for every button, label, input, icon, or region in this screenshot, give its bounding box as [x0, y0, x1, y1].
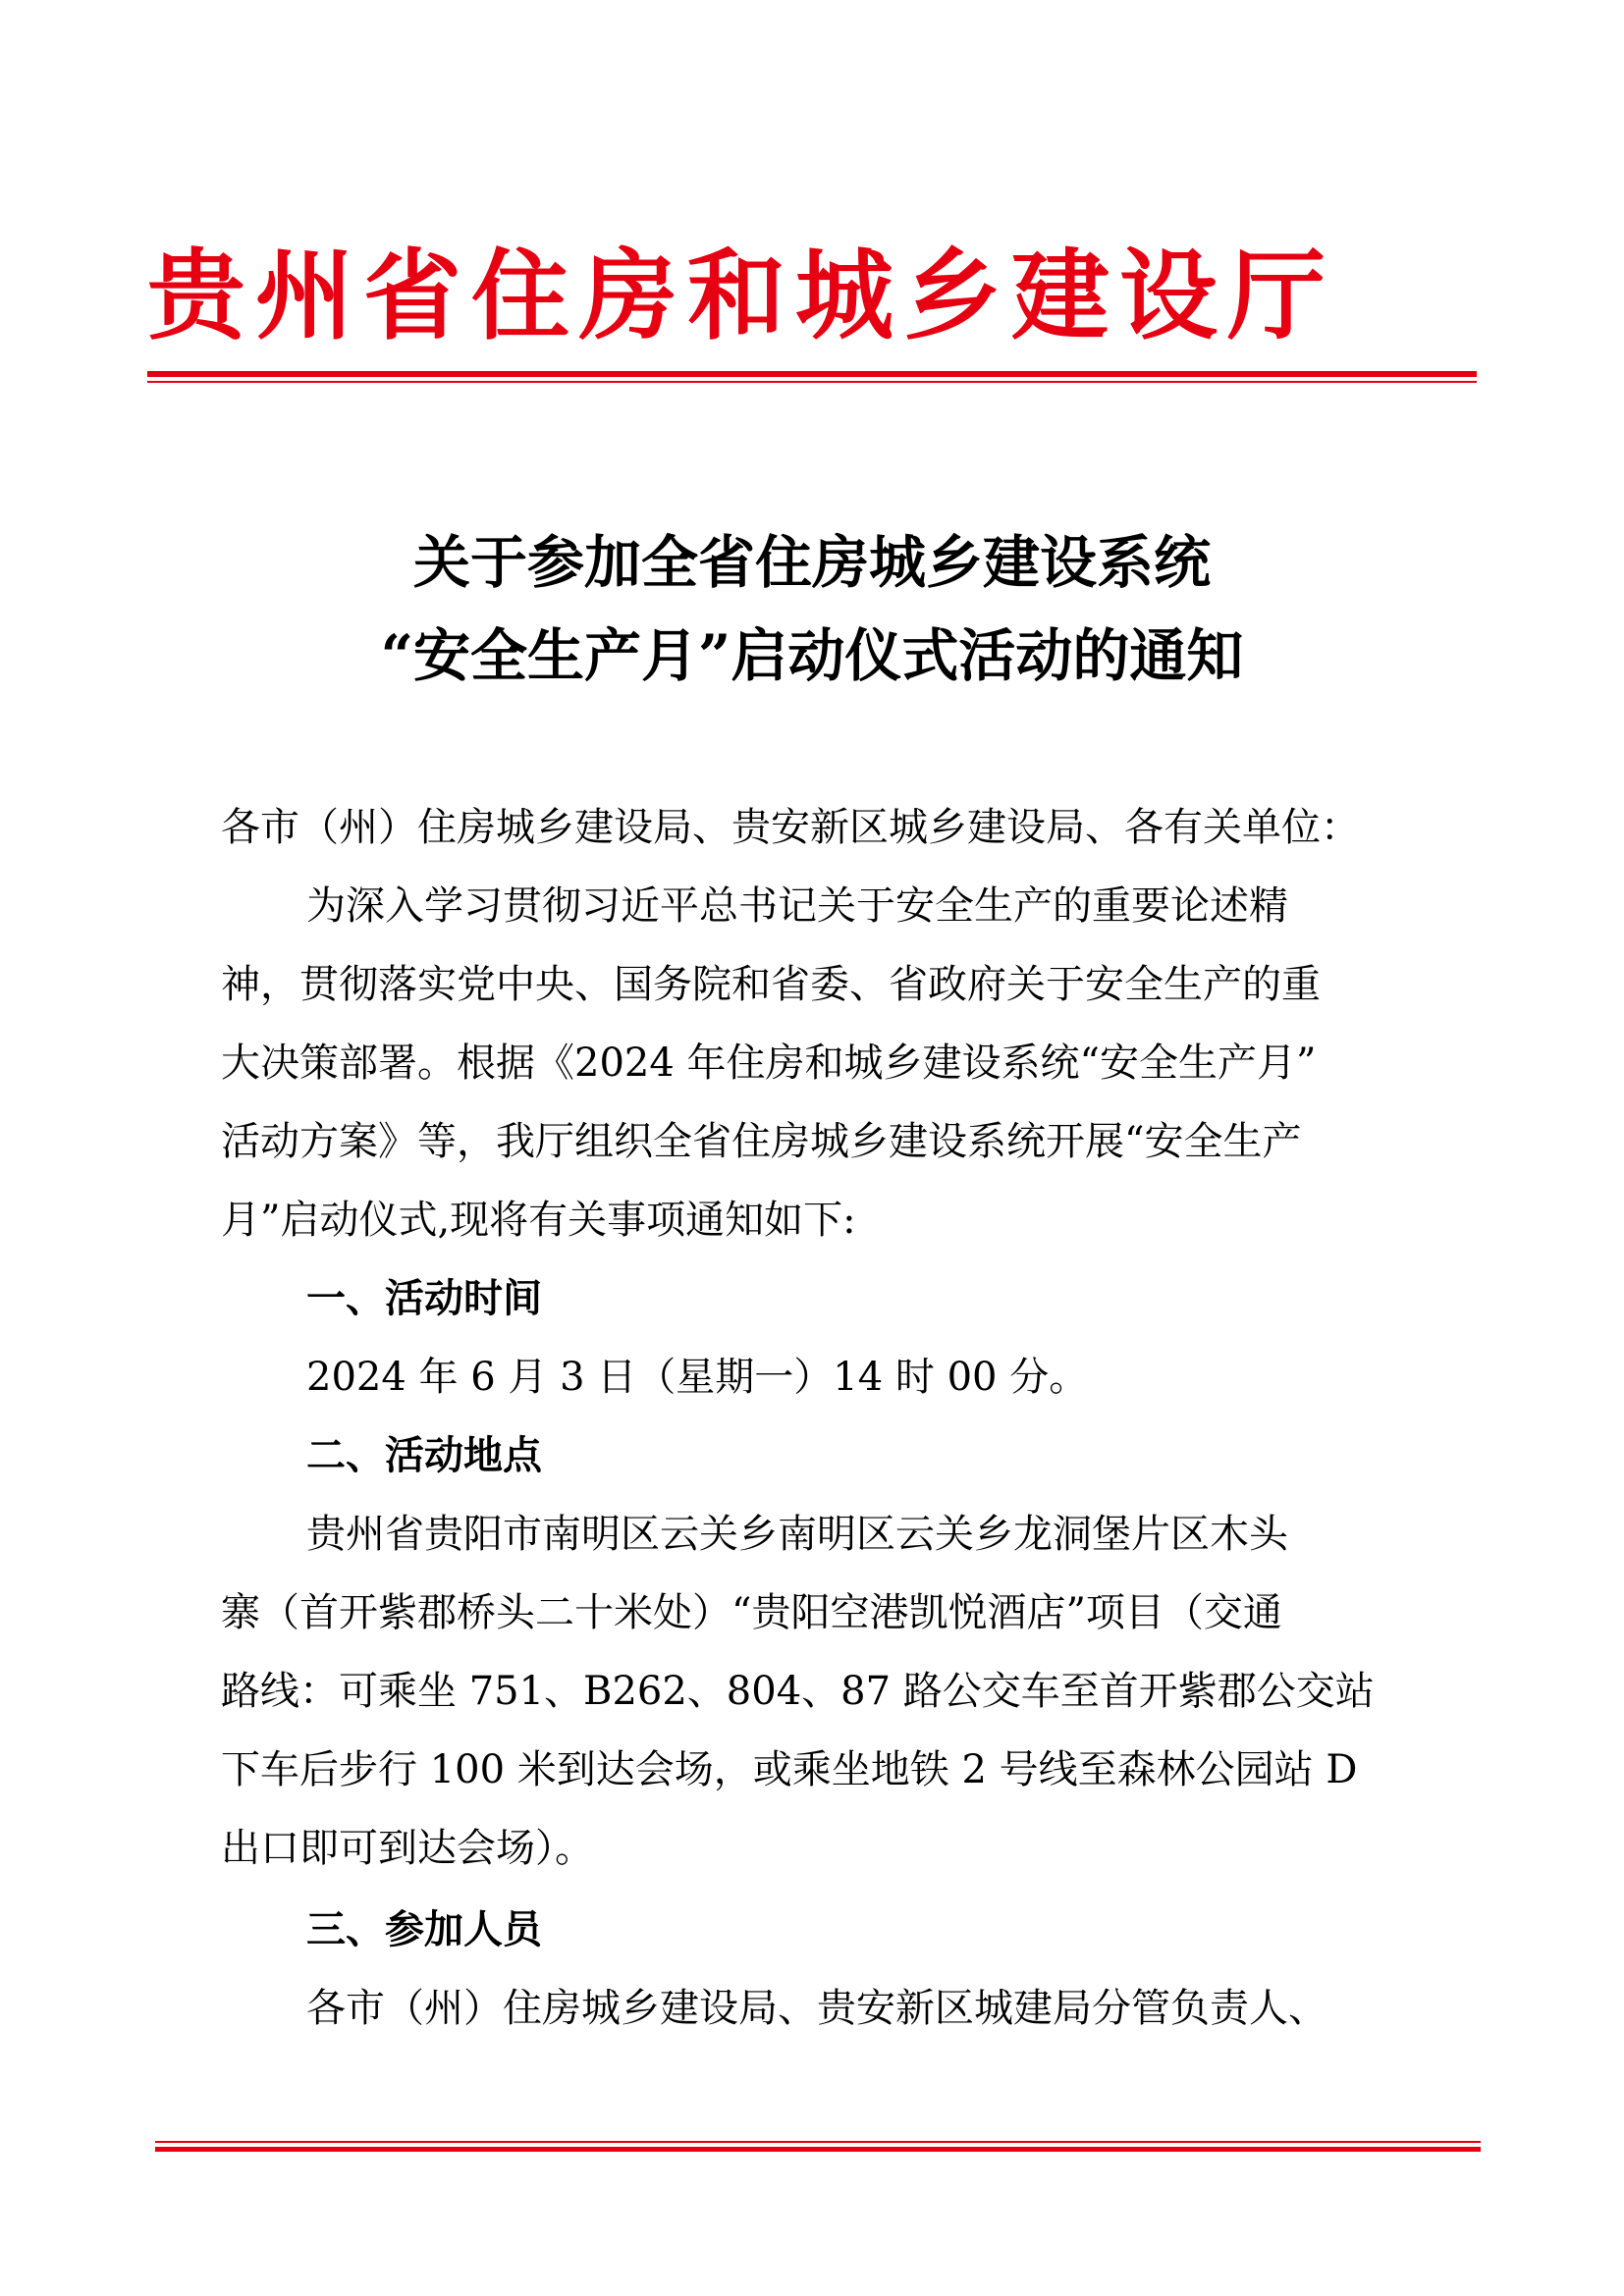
letterhead-divider-thick [147, 371, 1477, 377]
intro-line-5: 月”启动仪式,现将有关事项通知如下: [221, 1198, 856, 1243]
section-heading-location: 二、活动地点 [306, 1433, 542, 1478]
addressee: 各市（州）住房城乡建设局、贵安新区城乡建设局、各有关单位： [221, 805, 1360, 850]
location-line-4: 下车后步行 100 米到达会场，或乘坐地铁 2 号线至森林公园站 D [221, 1747, 1358, 1792]
footer-divider-thin [155, 2141, 1481, 2143]
footer-divider-thick [155, 2147, 1481, 2152]
location-line-3: 路线：可乘坐 751、B262、804、87 路公交车至首开紫郡公交站 [221, 1669, 1375, 1714]
section-text-time: 2024 年 6 月 3 日（星期一）14 时 00 分。 [306, 1355, 1089, 1400]
participants-line-1: 各市（州）住房城乡建设局、贵安新区城建局分管负责人、 [306, 1986, 1327, 2031]
document-title-line-1: 关于参加全省住房城乡建设系统 [412, 529, 1211, 596]
location-line-1: 贵州省贵阳市南明区云关乡南明区云关乡龙洞堡片区木头 [306, 1512, 1288, 1557]
location-line-2: 寨（首开紫郡桥头二十米处）“贵阳空港凯悦酒店”项目（交通 [221, 1590, 1282, 1635]
intro-line-3: 大决策部署。根据《2024 年住房和城乡建设系统“安全生产月” [221, 1041, 1317, 1086]
section-heading-time: 一、活动时间 [306, 1276, 542, 1321]
letterhead-divider-thin [147, 381, 1477, 383]
section-heading-participants: 三、参加人员 [306, 1907, 542, 1952]
location-line-5: 出口即可到达会场）。 [221, 1826, 594, 1871]
intro-line-2: 神，贯彻落实党中央、国务院和省委、省政府关于安全生产的重 [221, 962, 1321, 1007]
letterhead-org-name: 贵州省住房和城乡建设厅 [147, 239, 1335, 353]
intro-line-1: 为深入学习贯彻习近平总书记关于安全生产的重要论述精 [306, 883, 1288, 929]
document-title-line-2: “安全生产月”启动仪式活动的通知 [380, 622, 1244, 689]
intro-line-4: 活动方案》等，我厅组织全省住房城乡建设系统开展“安全生产 [221, 1119, 1302, 1164]
